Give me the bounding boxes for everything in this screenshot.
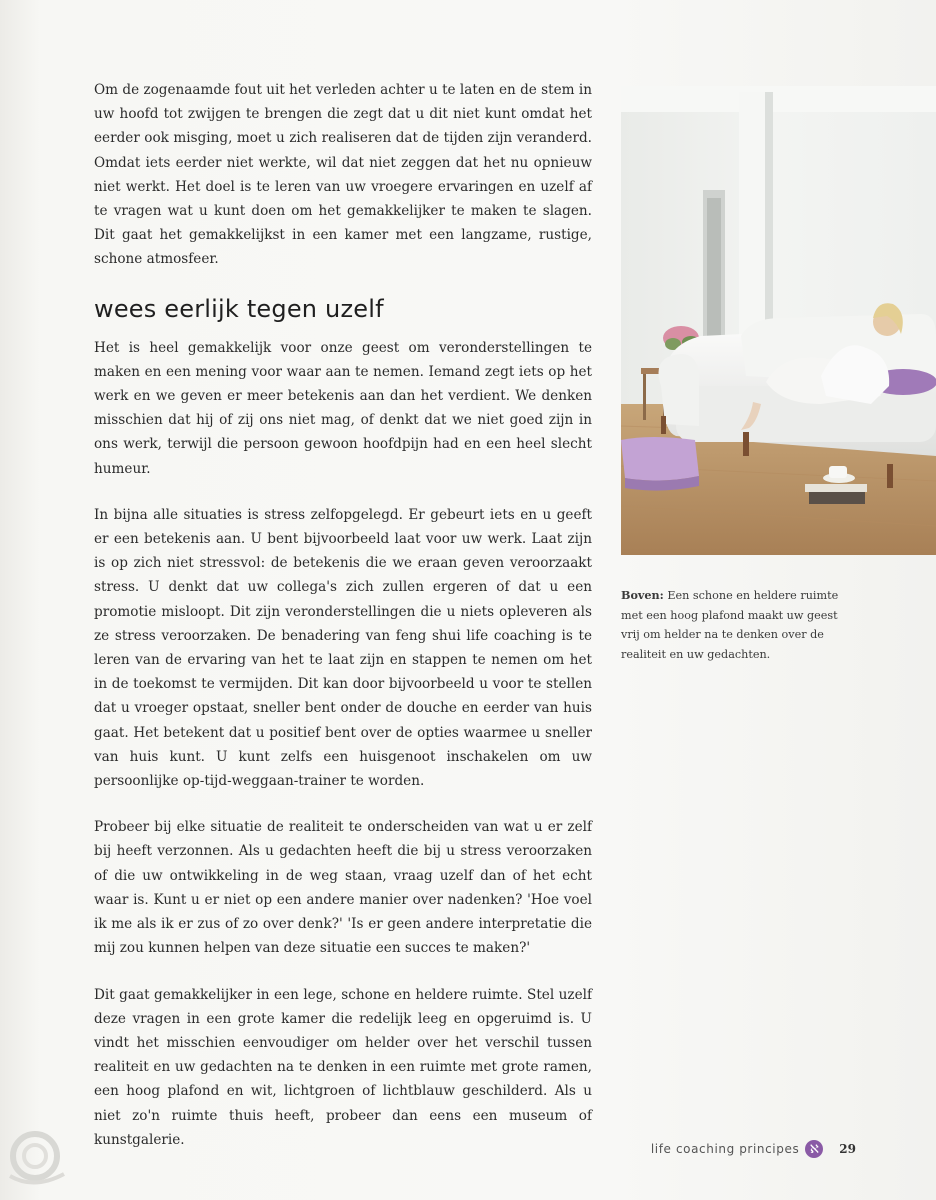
running-title: life coaching principes <box>650 1142 800 1156</box>
body-paragraph-2: In bijna alle situaties is stress zelfopgelegd. Er gebeurt iets en u geeft er een betekenis aan. U bent bijvoorbeeld laat voor uw werk. Laat zijn is op zich niet stressvol: de betekenis die we eraan geven veroorzaakt stress. U denkt dat uw collega's zich zullen ergeren of dat u een promotie misloopt. Dit zijn veronderstellingen die u niets opleveren als ze stress veroorzaken. De benadering van feng shui life coaching is te leren van de ervaring van het te laat zijn en stappen te nemen om het in de toekomst te vermijden. Dit kan door bijvoorbeeld u voor te stellen dat u vroeger opstaat, sneller bent onder de douche en eerder van huis gaat. Het betekent dat u positief bent over de opties waarmee u sneller van huis kunt. U kunt zelfs een huisgenoot inschakelen om uw persoonlijke op-tijd-weggaan-trainer te worden. <box>94 506 592 790</box>
caption-label: Boven: <box>621 588 664 602</box>
body-paragraph-4: Dit gaat gemakkelijker in een lege, schone en heldere ruimte. Stel uzelf deze vragen in een grote kamer die redelijk leeg en opgeruimd is. U vindt het misschien eenvoudiger om helder over het verschil tussen realiteit en uw gedachten na te denken in een ruimte met grote ramen, een hoog plafond en wit, lichtgroen of lichtblauw geschilderd. Als u niet zo'n ruimte thuis heeft, probeer dan eens een museum of kunstgalerie. <box>94 986 592 1148</box>
photo-illustration <box>621 86 936 555</box>
section-heading: wees eerlijk tegen uzelf <box>94 294 384 323</box>
body-paragraph-3: Probeer bij elke situatie de realiteit te onderscheiden van wat u er zelf bij heeft verzonnen. Als u gedachten heeft die bij u stress veroorzaken of die uw ontwikkeling in de weg staan, vraag uzelf dan of het echt waar is. Kunt u er niet op een andere manier over nadenken? 'Hoe voel ik me als ik er zus of zo over denk?' 'Is er geen andere interpretatie die mij zou kunnen helpen van deze situatie een succes te maken?' <box>94 819 592 957</box>
page-number: 29 <box>839 1142 856 1156</box>
main-text-column <box>94 78 592 1174</box>
page-footer <box>651 1140 856 1158</box>
body-paragraph-1: Het is heel gemakkelijk voor onze geest om veronderstellingen te maken en een mening voor waar aan te nemen. Iemand zegt iets op het werk en we geven er meer betekenis aan dan het verdient. We denken misschien dat hij of zij ons niet mag, of denkt dat we niet goed zijn in ons werk, terwijl die persoon gewoon hoofdpijn had en een heel slecht humeur. <box>94 339 592 477</box>
photo-caption <box>621 586 859 664</box>
logo-watermark-icon <box>4 1128 70 1190</box>
living-room-photo <box>621 86 936 555</box>
spiral-icon: ℵ <box>805 1140 823 1158</box>
caption-text: Een schone en heldere ruimte met een hoog plafond maakt uw geest vrij om helder na te denken over de realiteit en uw gedachten. <box>621 589 839 661</box>
intro-paragraph: Om de zogenaamde fout uit het verleden achter u te laten en de stem in uw hoofd tot zwijgen te brengen die zegt dat u dit niet kunt omdat het eerder ook misging, moet u zich realiseren dat de tijden zijn veranderd. Omdat iets eerder niet werkte, wil dat niet zeggen dat het nu opnieuw niet werkt. Het doel is te leren van uw vroegere ervaringen en uzelf af te vragen wat u kunt doen om het gemakkelijker te maken te slagen. Dit gaat het gemakkelijkst in een kamer met een langzame, rustige, schone atmosfeer. <box>94 82 592 268</box>
